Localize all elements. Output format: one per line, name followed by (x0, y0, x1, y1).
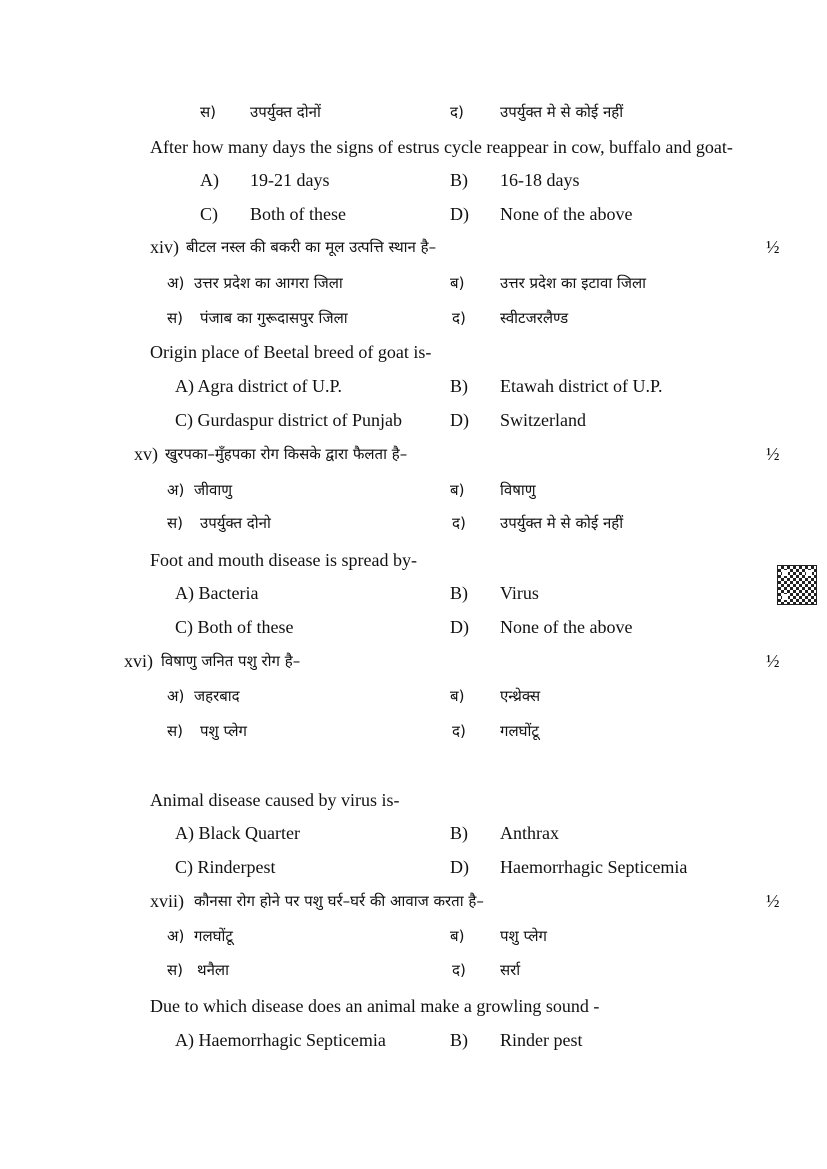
q17-hindi-options-cd (0, 958, 827, 982)
q14-question-hi (0, 235, 827, 259)
q16-question-hi (0, 649, 827, 673)
option-text: थनैला (197, 961, 229, 979)
option-label: B) (450, 376, 468, 396)
option-text: स्वीटजरलैण्ड (500, 309, 569, 327)
option-label: स) (167, 961, 183, 979)
option: C) Rinderpest (175, 857, 276, 877)
q13-options-ab (0, 168, 827, 192)
q15-hindi-options-ab (0, 478, 827, 502)
q15-options-cd (0, 615, 827, 639)
option-text: पंजाब का गुरूदासपुर जिला (200, 309, 348, 327)
option-text: गलघोंटू (194, 927, 233, 945)
option-text: Virus (500, 583, 539, 603)
q16-question-en (0, 788, 827, 812)
option-label: द) (452, 722, 466, 740)
q13-options-cd (0, 202, 827, 226)
option-label: द) (452, 514, 466, 532)
option-label: द) (452, 309, 466, 327)
q15-question-hi (0, 442, 827, 466)
option-label: ब) (450, 687, 465, 705)
q17-options-ab (0, 1028, 827, 1052)
q17-hindi-options-ab (0, 924, 827, 948)
option-text: जहरबाद (194, 687, 240, 705)
option-text: गलघोंटू (500, 722, 539, 740)
option-text: उपर्युक्त दोनों (250, 103, 321, 121)
option: A) Haemorrhagic Septicemia (175, 1030, 386, 1050)
option-label: ब) (450, 927, 465, 945)
question-number: xvi) (124, 651, 153, 671)
marks: ½ (766, 651, 780, 671)
marks: ½ (766, 444, 780, 464)
option-label: D) (450, 204, 469, 224)
option-text: Etawah district of U.P. (500, 376, 663, 396)
option-label: द) (452, 961, 466, 979)
option-label: ब) (450, 274, 465, 292)
option-label: अ) (167, 687, 185, 705)
question-number: xv) (134, 444, 158, 464)
option-text: 19-21 days (250, 170, 330, 190)
option-label: D) (450, 857, 469, 877)
question-text: Due to which disease does an animal make a growling sound - (150, 996, 600, 1016)
q15-options-ab (0, 581, 827, 605)
option-text: एन्थ्रेक्स (500, 687, 541, 705)
question-text: Animal disease caused by virus is- (150, 790, 400, 810)
option-text: उपर्युक्त मे से कोई नहीं (500, 103, 624, 121)
q14-options-cd (0, 408, 827, 432)
q14-hindi-options-cd (0, 306, 827, 330)
q13-question-en (0, 135, 827, 159)
option-text: उत्तर प्रदेश का आगरा जिला (194, 274, 343, 292)
q15-question-en (0, 548, 827, 572)
option-label: अ) (167, 274, 185, 292)
option-label: B) (450, 823, 468, 843)
question-text: Foot and mouth disease is spread by- (150, 550, 417, 570)
option-text: पशु प्लेग (500, 927, 547, 945)
option-label: A) (200, 170, 219, 190)
option-label: अ) (167, 927, 185, 945)
option-text: 16-18 days (500, 170, 580, 190)
option-text: सर्रा (500, 961, 521, 979)
option: A) Agra district of U.P. (175, 376, 342, 396)
q17-question-hi (0, 889, 827, 913)
option-label: ब) (450, 481, 465, 499)
option: A) Black Quarter (175, 823, 300, 843)
question-text: बीटल नस्ल की बकरी का मूल उत्पत्ति स्थान है– (186, 238, 437, 256)
option-text: Anthrax (500, 823, 559, 843)
q14-hindi-options-ab (0, 271, 827, 295)
option-label: स) (167, 722, 183, 740)
option-text: Rinder pest (500, 1030, 583, 1050)
option: A) Bacteria (175, 583, 259, 603)
q16-hindi-options-cd (0, 719, 827, 743)
q16-hindi-options-ab (0, 684, 827, 708)
question-text: कौनसा रोग होने पर पशु घर्र–घर्र की आवाज करता है– (194, 892, 484, 910)
option-text: Both of these (250, 204, 346, 224)
question-text: विषाणु जनित पशु रोग है– (161, 652, 301, 670)
question-number: xiv) (150, 237, 179, 257)
qr-code-image (777, 565, 817, 605)
q14-question-en (0, 340, 827, 364)
option-text: पशु प्लेग (200, 722, 247, 740)
option-text: None of the above (500, 204, 633, 224)
option-label: D) (450, 617, 469, 637)
marks: ½ (766, 237, 780, 257)
q16-options-ab (0, 821, 827, 845)
option-text: Switzerland (500, 410, 586, 430)
option-label: स) (167, 309, 183, 327)
q15-hindi-options-cd (0, 511, 827, 535)
option-label: C) (200, 204, 218, 224)
option-label: B) (450, 1030, 468, 1050)
option-label: B) (450, 583, 468, 603)
option-text: उत्तर प्रदेश का इटावा जिला (500, 274, 647, 292)
option-text: None of the above (500, 617, 633, 637)
question-text: खुरपका–मुँहपका रोग किसके द्वारा फैलता है– (165, 445, 408, 463)
option-text: उपर्युक्त दोनो (200, 514, 271, 532)
question-text: After how many days the signs of estrus cycle reappear in cow, buffalo and goat- (150, 137, 733, 157)
option-label: B) (450, 170, 468, 190)
question-text: Origin place of Beetal breed of goat is- (150, 342, 432, 362)
option-text: जीवाणु (194, 481, 233, 499)
marks: ½ (766, 891, 780, 911)
option-text: विषाणु (500, 481, 536, 499)
question-number: xvii) (150, 891, 184, 911)
q16-options-cd (0, 855, 827, 879)
option-label: स) (167, 514, 183, 532)
option-text: Haemorrhagic Septicemia (500, 857, 688, 877)
option-label: द) (450, 103, 464, 121)
q13-hindi-options-cd (0, 100, 827, 124)
option-label: D) (450, 410, 469, 430)
q14-options-ab (0, 374, 827, 398)
option: C) Gurdaspur district of Punjab (175, 410, 402, 430)
option-label: स) (200, 103, 216, 121)
option-text: उपर्युक्त मे से कोई नहीं (500, 514, 624, 532)
option: C) Both of these (175, 617, 294, 637)
q17-question-en (0, 994, 827, 1018)
option-label: अ) (167, 481, 185, 499)
